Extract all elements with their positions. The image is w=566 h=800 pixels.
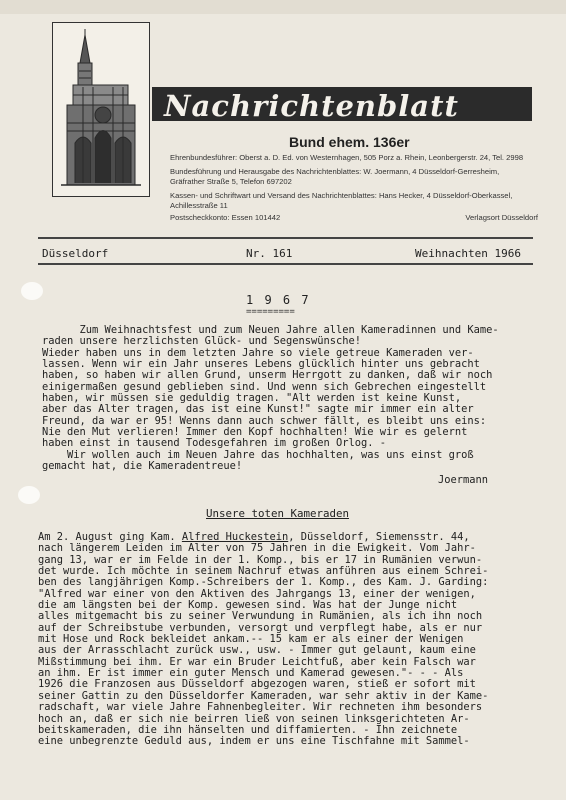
obituary-intro-before: Am 2. August ging Kam. [38, 531, 182, 543]
bottom-rule [38, 263, 533, 265]
signature: Joermann [438, 474, 489, 486]
obituary-body: nach längerem Leiden im Alter von 75 Jahren in die Ewigkeit. Vom Jahr- gang 13, war er im Felde in der 1. Komp., bis er 17 in Rumänien verwun- det wurde. Ich möchte in seinem Nachruf etwas anführen aus einem Schrei- ben des langjährigen Komp.-Schreibers der 1. Komp., des Kam. J. Garding: "Alfred war einer von den Aktiven des Jahrgangs 13, einer der wenigen, die am längsten bei der Komp. gewesen sind. Was hat der Junge nicht alles mitgemacht bis zu seiner Verwundung in Rumänien, als ich ihn noch auf der Schreibstube verbunden, versorgt und verpflegt habe, als er nur mit Hose und Rock bekleidet ankam.-- 15 kam er als einer der Wenigen aus der Arrasschlacht zurück usw., usw. - Immer gut gelaunt, kaum eine Mißstimmung bei ihm. Er war ein Bruder Leichtfuß, aber kein Falsch war an ihm. Er ist immer ein guter Mensch und Kamerad gewesen."- - - Als 1926 die Franzosen aus Düsseldorf abgezogen waren, stieß er sofort mit seiner Gattin zu den Düsseldorfer Kameraden, war sehr aktiv in der Kame- radschaft, war viele Jahre Fahnenbegleiter. Wir rechneten ihm besonders hoch an, daß er sich nie beirren ließ von seinen linksgerichteten Ar- beitskameraden, die ihn hänselten und diffamierten. - Ihn zeichnete eine unbegrenzte Geduld aus, indem er uns eine Tischfahne mit Sammel- [38, 542, 489, 748]
greeting-text: Zum Weihnachtsfest und zum Neuen Jahre allen Kameradinnen und Kame- raden unsere herzlichsten Glück- und Segenswünsche! Wieder haben uns in dem letzten Jahre so viele getreue Kameraden ver- lassen. Wenn wir ein Jahr unseres Lebens glücklich hinter uns gebracht haben, so haben wir allen Grund, unserm Herrgott zu danken, daß wir noch einigermaßen gesund geblieben sind. Und wenn sich Gebrechen eingestellt haben, wir müssen sie geduldig tragen. "Alt werden ist keine Kunst, aber das Alter tragen, das ist eine Kunst!" sagte mir immer ein alter Freund, da war er 95! Wenns dann auch schwer fällt, es bleibt uns eins: Nie den Mut verlieren! Immer den Kopf hochhalten! Wie wir es gelernt haben einst in tausend Todesgefahren im großen Orlog. - Wir wollen auch im Neuen Jahre das hochhalten, was uns einst groß gemacht hat, die Kameradentreue! [42, 324, 499, 473]
postscheck: Postscheckkonto: Essen 101442 [170, 213, 281, 222]
info-line-5: Achillesstraße 11 [170, 201, 228, 210]
deceased-name: Alfred Huckestein [181, 531, 289, 543]
dateline-edition: Weihnachten 1966 [415, 247, 521, 260]
top-rule [38, 237, 533, 239]
top-edge [0, 0, 566, 14]
punch-hole-bottom [18, 486, 40, 504]
info-line-3: Gräfrather Straße 5, Telefon 697202 [170, 177, 292, 186]
cathedral-logo [52, 22, 150, 197]
obituary-title: Unsere toten Kameraden [206, 507, 350, 520]
obituary-text [38, 532, 558, 748]
title-banner [152, 87, 532, 121]
year-underline: ========= [246, 307, 295, 317]
info-line-1: Ehrenbundesführer: Oberst a. D. Ed. von Westernhagen, 505 Porz a. Rhein, Leonbergerstr. 24, Tel. 2998 [170, 153, 524, 162]
organization-name: Bund ehem. 136er [289, 134, 410, 150]
year-heading: 1 9 6 7 [246, 293, 311, 307]
punch-hole-top [21, 282, 43, 300]
dateline-place: Düsseldorf [42, 247, 109, 260]
cathedral-icon [53, 23, 148, 195]
info-line-4: Kassen- und Schriftwart und Versand des Nachrichtenblattes: Hans Hecker, 4 Düsseldorf-Oberkassel, [170, 191, 513, 200]
postscheck-row [170, 213, 538, 222]
dateline-issue: Nr. 161 [246, 247, 293, 260]
newsletter-title: Nachrichtenblatt [164, 89, 459, 123]
info-line-2: Bundesführung und Herausgabe des Nachrichtenblattes: W. Joermann, 4 Düsseldorf-Gerresheim, [170, 167, 500, 176]
verlagsort: Verlagsort Düsseldorf [465, 213, 538, 222]
obituary-intro-after: , Düsseldorf, Siemensstr. 44, [288, 531, 470, 543]
